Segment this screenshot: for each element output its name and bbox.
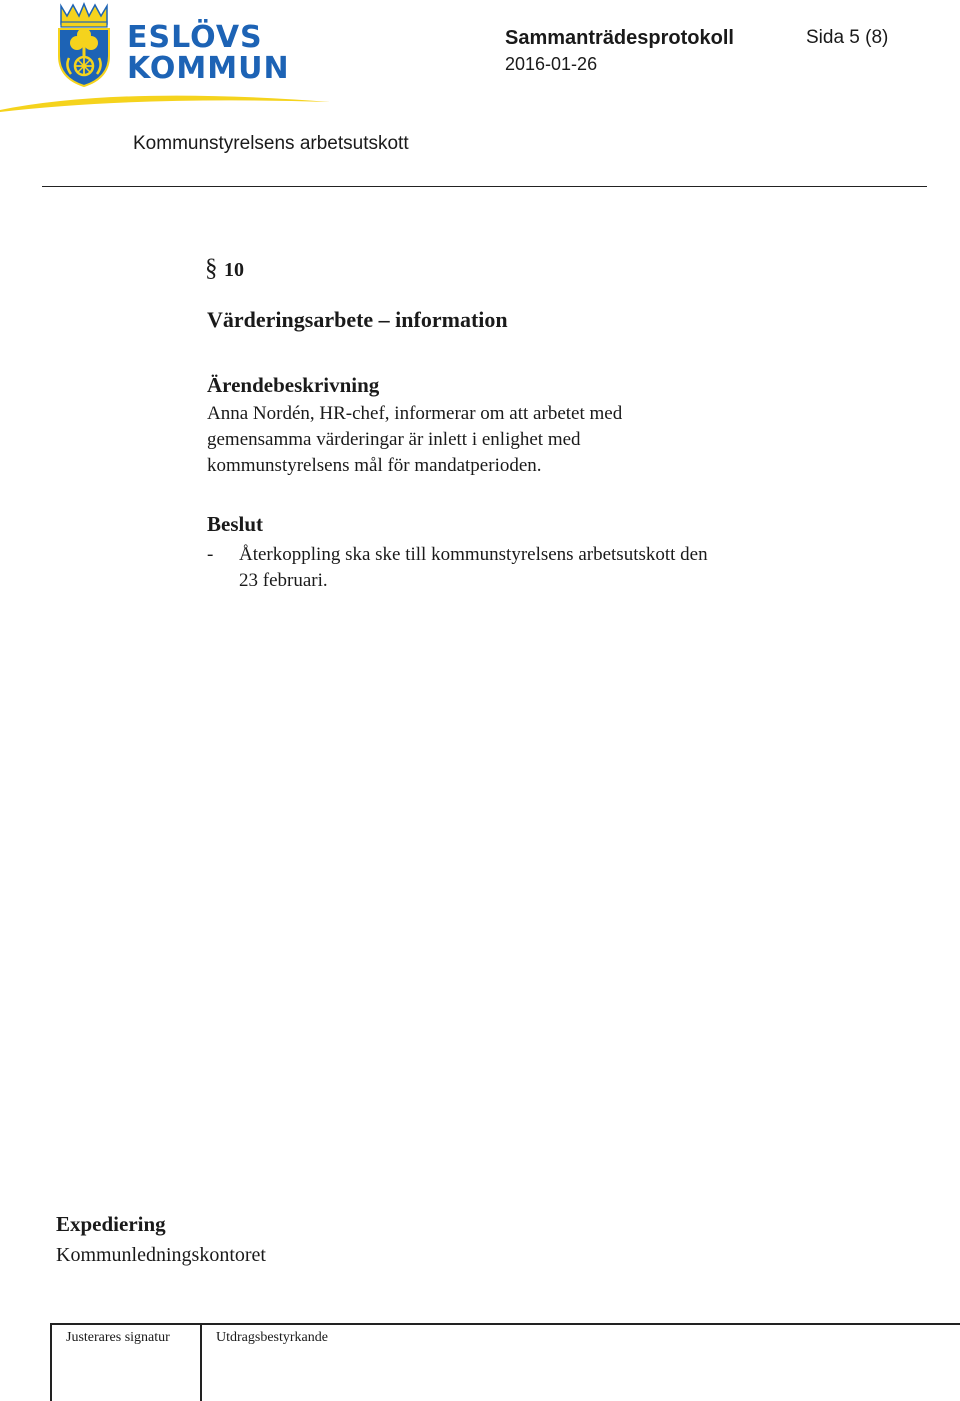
paragraph-mark: § bbox=[205, 255, 218, 282]
signature-box-top-border bbox=[50, 1323, 960, 1325]
logo-text-line2: KOMMUN bbox=[127, 51, 290, 86]
description-line: kommunstyrelsens mål för mandatperioden. bbox=[207, 455, 542, 476]
committee-name: Kommunstyrelsens arbetsutskott bbox=[133, 133, 409, 154]
description-heading: Ärendebeskrivning bbox=[207, 373, 380, 397]
description-line: Anna Nordén, HR-chef, informerar om att arbetet med bbox=[207, 403, 623, 424]
document-type: Sammanträdesprotokoll bbox=[505, 27, 734, 49]
extract-label: Utdragsbestyrkande bbox=[216, 1330, 328, 1345]
paragraph-number: 10 bbox=[224, 259, 244, 281]
description-line: gemensamma värderingar är inlett i enlighet med bbox=[207, 429, 581, 450]
signature-box-divider bbox=[200, 1323, 202, 1401]
dispatch-heading: Expediering bbox=[56, 1212, 166, 1236]
list-dash: - bbox=[207, 544, 214, 565]
logo-swoosh bbox=[0, 88, 330, 112]
page-number: Sida 5 (8) bbox=[806, 27, 889, 48]
description-body bbox=[207, 401, 767, 479]
signature-label: Justerares signatur bbox=[66, 1330, 170, 1345]
item-title: Värderingsarbete – information bbox=[207, 307, 508, 332]
decision-line: 23 februari. bbox=[239, 570, 328, 591]
decision-text bbox=[239, 542, 819, 594]
header-divider bbox=[42, 186, 927, 187]
municipality-logo bbox=[0, 0, 330, 112]
dispatch-recipient: Kommunledningskontoret bbox=[56, 1244, 266, 1266]
logo-text-line1: ESLÖVS bbox=[127, 20, 263, 55]
decision-line: Återkoppling ska ske till kommunstyrelsens arbetsutskott den bbox=[239, 544, 708, 565]
document-date: 2016-01-26 bbox=[505, 54, 598, 74]
signature-box bbox=[50, 1323, 960, 1401]
coat-of-arms-icon bbox=[55, 2, 113, 88]
signature-box-left-border bbox=[50, 1323, 52, 1401]
decision-heading: Beslut bbox=[207, 512, 264, 536]
